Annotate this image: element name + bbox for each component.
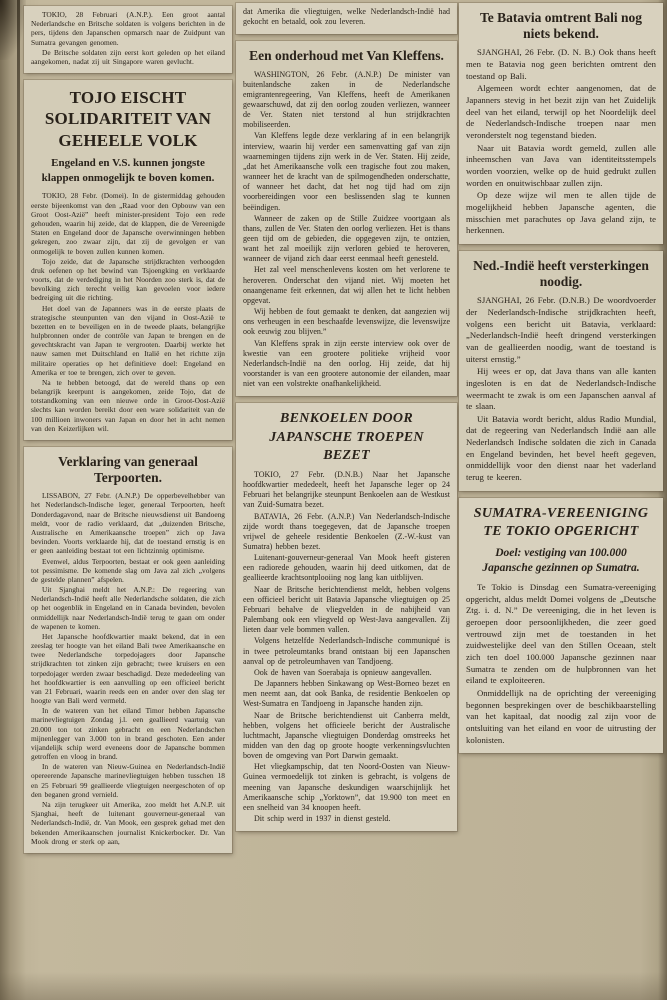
article-onderhoud-van-kleffens [236, 41, 457, 396]
article-paragraph: TOKIO, 28 Febr. (Domei). In de gistermiddag gehouden eerste bijeenkomst van den „Raad voor den Opbouw van een Groot Oost-Azië” heeft minister-president Tojo een rede gehouden, waarin hij zeide, dat de klappen, die de Vereenigde Staten en Engeland door de Japansche overwinningen hebben gekregen, zoo zwaar zijn, dat zij de gevolgen er van onmogelijk te boven zullen kunnen komen. [31, 191, 225, 256]
article-paragraph: In de wateren van het eiland Timor hebben Japansche marinevliegtuigen Zondag j.l. een geallieerd vaartuig van 20.000 ton tot zinken gebracht en een Nederlandschen mijnenlegger van 3.000 ton in brand geschoten. Een ander vijandelijk schip werd eveneens door de Japansche bommen getroffen en vloog in brand. [31, 706, 225, 762]
article-batavia-bali [459, 3, 663, 244]
headline-onderhoud-van-kleffens: Een onderhoud met Van Kleffens. [249, 48, 444, 64]
headline-versterkingen-noodig: Ned.-Indië heeft versterkingen noodig. [473, 257, 649, 290]
newspaper-column-right [459, 3, 663, 760]
article-paragraph: Volgens hetzelfde Nederlandsch-Indische communiqué is in twee petroleumtanks brand ontstaan bij een Japanschen aanval op de petroleumhaven van Tandjoeng. [243, 636, 450, 666]
article-paragraph: Van Kleffens legde deze verklaring af in een belangrijk interview, waarin hij verder een samenvatting gaf van zijn waarnemingen tijdens zijn werk in de Ver. Staten. Hij zeide, „dat het Amerikaansche volk een tragische fout zou maken, wanneer het de kracht van de spilmogendheden onderschatte, of wanneer het dacht, dat het nog tijd had om zijn voorbereidingen voor een beslissenden slag te kunnen beëindigen. [243, 131, 450, 212]
headline-batavia-bali: Te Batavia omtrent Bali nog niets bekend. [479, 10, 642, 42]
article-verklaring-terpoorten [24, 447, 232, 853]
article-paragraph: Het doel van de Japanners was in de eerste plaats de strategische steunpunten van den vijand in Oost-Azië te bezetten en te beveiligen en in de tweede plaats, belangrijke hulpbronnen onder de contrôle van Japan te brengen en de gevechtskracht van Japan te vergrooten. Daarbij werkte het nauw samen met Duitschland en Italië en het richtte zijn militaire operaties op het definitieve doel: Engeland en Amerika er toe te brengen, zich over te geven. [31, 303, 225, 377]
article-paragraph: LISSABON, 27 Febr. (A.N.P.) De opperbevelhebber van het Nederlandsch-Indische leger, generaal Terpoorten, heeft Donderdagavond, naar de Britsche nieuwsdienst uit Bandoeng meldt, voor de radio verklaard, dat „duizenden Britsche, Australische en Amerikaansche troepen” zich op Java bevinden. Voorts verklaarde hij, dat de toestand ernstig is en er geen aanleiding bestaat tot een lichtzinnig optimisme. [31, 491, 225, 556]
article-paragraph: Het vliegkampschip, dat ten Noord-Oosten van Nieuw-Guinea vermoedelijk tot zinken is gebracht, is volgens de meening van Japansche deskundigen waarschijnlijk het Amerikaansche schip „Yorktown”, dat 19.900 ton meet en een snelheid van 34 knoopen heeft. [243, 762, 450, 812]
article-paragraph: Wij hebben de fout gemaakt te denken, dat aangezien wij ons verheugen in een beschaafde levenswijze, die levenswijze ook eeuwig zou blijven.” [243, 307, 450, 337]
article-paragraph: SJANGHAI, 26 Febr. (D. N. B.) Ook thans heeft men te Batavia nog geen berichten omtrent den toestand op Bali. [466, 47, 656, 81]
article-tojo-solidariteit [24, 80, 232, 440]
article-paragraph: Tojo zeide, dat de Japansche strijdkrachten verhoogden druk oefenen op het bewind van Tsjoengking en verklaarde voorts, dat de verdediging in het Noorden zoo sterk is, dat de bevolking zich terecht veilig kan gevoelen voor iedere bedreiging uit die richting. [31, 256, 225, 303]
article-paragraph: Te Tokio is Dinsdag een Sumatra-vereeniging opgericht, aldus meldt Domei volgens de „Deutsche Ztg. i. d. N.” De vereeniging, die in het leven is geroepen door persoonlijkheden, die zeer goed vertrouwd zijn met de toestanden in het zuidwestelijke deel van den Stillen Oceaan, stelt zich ten doel 100.000 Japansche gezinnen naar Sumatra te zenden om de hulpbronnen van het eiland te exploiteeren. [466, 582, 656, 686]
subhead-sumatra-vereeniging: Doel: vestiging van 100.000 Japansche gezinnen op Sumatra. [482, 547, 640, 575]
article-paragraph: Dit schip werd in 1937 in dienst gesteld. [254, 814, 391, 824]
article-paragraph: Uit Sjanghai meldt het A.N.P.: De regeering van Nederlandsch-Indië heeft alle Nederlandsche soldaten, die zich op het oogenblik in Engeland en in Canada bevinden, bevolen onmiddellijk naar Nederlandsch-Indië terug te gaan om onder de wapenen te komen. [31, 585, 225, 631]
article-benkoelen-bezet [236, 403, 457, 831]
article-paragraph: Hij wees er op, dat Java thans van alle kanten ingesloten is en dat de Nederlandsch-Indische weermacht te zwak is om een Japanschen aanval af te slaan. [466, 366, 656, 412]
article-paragraph: Wanneer de zaken op de Stille Zuidzee voortgaan als thans, zullen de Ver. Staten den oorlog verliezen. Het is thans geen tijd om de gebieden, die opgegeven zijn, te ontzien, want het zal moeilijk zijn verloren gebied te heroveren, wanneer de vijand zich daar eerst eenmaal heeft genesteld. [243, 213, 450, 264]
article-vervolg-van-mook [236, 3, 457, 34]
article-paragraph: Naar de Britsche berichtendienst uit Canberra meldt, hebben, volgens het officieele bericht der Australische luchtmacht, Japansche vliegtuigen Donderdag omstreeks het midden van den dag op groote hoogte verkenningsvluchten boven de omgeving van Port Darwin gemaakt. [243, 710, 450, 761]
article-versterkingen-noodig [459, 251, 663, 491]
article-paragraph: Naar de Britsche berichtendienst meldt, hebben volgens een officieel bericht uit Batavia Japansche vliegtuigen op 25 Februari behalve de vliegvelden in de nabijheid van Palembang ook een vliegveld op West-Java aangevallen. Zij lieten daar vele bommen vallen. [243, 584, 450, 635]
article-paragraph: Algemeen wordt echter aangenomen, dat de Japanners stevig in het bezit zijn van het Zuidelijk deel van het eiland, terwijl op het Noordelijk deel de Nederlandsch-Indische troepen naar men veronderstelt nog tegenstand bieden. [466, 83, 656, 140]
article-paragraph: De Japanners hebben Sinkawang op West-Borneo bezet en men neemt aan, dat ook Banka, de residentie Benkoelen op West-Sumatra en Tandjoeng in Japansche handen zijn. [243, 679, 450, 709]
subhead-tojo-solidariteit: Engeland en V.S. kunnen jongste klappen onmogelijk te boven komen. [41, 156, 215, 184]
headline-verklaring-terpoorten: Verklaring van generaal Terpoorten. [58, 453, 198, 486]
article-paragraph: Het Japansche hoofdkwartier maakt bekend, dat in een zeeslag ter hoogte van het eiland Bali twee Amerikaansche en twee Nederlandsche torpedojagers door Japansche strijdkrachten tot zinken zijn gebracht; twee kruisers en een torpedojager werden zwaar beschadigd. Deze mededeeling van het hoofdkwartier is een aanvulling op een officieel bericht van 21 Februari, waarin reeds een en ander over den slag ter hoogte van Bali werd vermeld. [31, 631, 225, 706]
article-sumatra-vereeniging [459, 498, 663, 753]
article-paragraph: Onmiddellijk na de oprichting der vereeniging begonnen besprekingen over de beschikbaarstelling van het kapitaal, dat noodig zal zijn voor de ontsluiting van het eiland en voor de uitrusting der kolonisten. [466, 687, 656, 745]
article-paragraph: TOKIO, 27 Febr. (D.N.B.) Naar het Japansche hoofdkwartier mededeelt, heeft het Japansche leger op 24 Februari het belangrijke steunpunt Benkoelen aan de Westkust van Zuid-Sumatra bezet. [243, 469, 450, 510]
article-paragraph: Van Kleffens sprak in zijn eerste interview ook over de kwestie van een grootere politieke vrijheid voor Nederlandsch-Indië na den oorlog. Hij zeide, dat hij voorstander is van een grootere autonomie der eilanden, maar niet van een volstrekte onafhankelijkheid. [243, 338, 450, 389]
article-paragraph: Evenwel, aldus Terpoorten, bestaat er ook geen aanleiding tot pessimisme. De komende slag om Java zal zich „volgens de gestelde plannen” afspelen. [31, 556, 225, 584]
article-paragraph: Uit Batavia wordt bericht, aldus Radio Mundial, dat de regeering van Nederlandsch Indië aan alle Nederlandsch Indische soldaten die zich in Canada en Engeland bevinden, het bevel heeft gegeven, onmiddellijk voor den dienst naar het vaderland terug te keeren. [466, 413, 656, 483]
article-paragraph: Na te hebben betoogd, dat de wereld thans op een belangrijk keerpunt is aangekomen, zeide Tojo, dat de totstandkoming van een nieuwe orde in Groot-Oost-Azië slechts kan worden bereikt door een ware solidariteit van de 100 millioen inwoners van Japan en door het in acht nemen van den Keizerlijken wil. [31, 377, 225, 433]
newspaper-column-left [24, 6, 232, 860]
article-paragraph: De Britsche soldaten zijn eerst kort geleden op het eiland aangekomen, nadat zij uit Singapore waren gevlucht. [31, 47, 225, 66]
scan-corner-shadow [0, 0, 26, 60]
article-paragraph: Na zijn terugkeer uit Amerika, zoo meldt het A.N.P. uit Sjanghai, heeft de luitenant gouverneur-generaal van Nederlandsch-Indië, dr. Van Mook, een gesprek gehad met den bekenden Amerikaanschen journalist Knickerbocker. Dr. Van Mook drong er sterk op aan, [31, 799, 226, 846]
article-paragraph: Op deze wijze wil men te allen tijde de mogelijkheid hebben Japansche agenten, die misschien met parachutes op Java geland zijn, te herkennen. [466, 190, 656, 236]
article-paragraph: WASHINGTON, 26 Febr. (A.N.P.) De minister van buitenlandsche zaken in de Nederlandsche emigrantenregeering, Van Kleffens, heeft de Amerikanen gewaarschuwd, dat zij den oorlog zouden verliezen, wanneer de Ver. Staten niet terstond al hun strijdkrachten mobiliseerden. [243, 69, 450, 130]
article-paragraph: Naar uit Batavia wordt gemeld, zullen alle inheemschen van Java van identiteitsstempels worden voorzien, welke op de huid gedrukt zullen worden en onuitwischbaar zullen zijn. [466, 142, 656, 188]
headline-benkoelen-bezet: BENKOELEN DOOR JAPANSCHE TROEPEN BEZET [269, 411, 424, 463]
article-paragraph: SJANGHAI, 26 Febr. (D.N.B.) De woordvoerder der Nederlandsch-Indische strijdkrachten heeft, volgens een bericht uit Batavia, verklaard: „Nederlandsch-Indië heeft dringend versterkingen van de geallieerden noodig, want de toestand is uiterst ernstig.” [466, 295, 656, 364]
article-sumatra-gevangenen [24, 6, 232, 73]
headline-sumatra-vereeniging: SUMATRA-VEREENIGING TE TOKIO OPGERICHT [473, 505, 649, 539]
article-paragraph: dat Amerika die vliegtuigen, welke Nederlandsch-Indië had gekocht en betaald, ook zou leveren. [243, 7, 450, 27]
scan-bottom-fold-shadow [0, 972, 667, 1000]
article-paragraph: Luitenant-gouverneur-generaal Van Mook heeft gisteren een radiorede gehouden, waarin hij deed uitkomen, dat de geallieerde krachtsontplooiing nog lang kan uitblijven. [243, 553, 450, 583]
headline-tojo-solidariteit: TOJO EISCHT SOLIDARITEIT VAN GEHEELE VOLK [44, 88, 212, 150]
article-paragraph: Het zal veel menschenlevens kosten om het verlorene te heroveren. Onderschat den vijand niet. Wij moeten het onaangename feit erkennen, dat wij allen het te licht hebben opgevat. [243, 265, 450, 305]
article-paragraph: BATAVIA, 26 Febr. (A.N.P.) Van Nederlandsch-Indische zijde wordt thans toegegeven, dat de Japansche troepen vrijwel de geheele residentie Benkoelen (Z.-W.-kust van Sumatra) hebben bezet. [243, 511, 450, 551]
scan-crease-line [17, 0, 20, 640]
article-paragraph: TOKIO, 28 Februari (A.N.P.). Een groot aantal Nederlandsche en Britsche soldaten is volgens berichten in de pers, tijdens den Japanschen opmarsch naar de Zuidpunt van Sumatra gevangen genomen. [31, 10, 225, 47]
newspaper-column-middle [236, 3, 457, 838]
article-paragraph: In de wateren van Nieuw-Guinea en Nederlandsch-Indië opereerende Japansche marinevliegtuigen hebben tusschen 18 en 25 Februari 99 geallieerde vliegtuigen neergeschoten of op den beganen grond vernield. [31, 762, 225, 799]
article-paragraph: Ook de haven van Soerabaja is opnieuw aangevallen. [254, 667, 432, 677]
